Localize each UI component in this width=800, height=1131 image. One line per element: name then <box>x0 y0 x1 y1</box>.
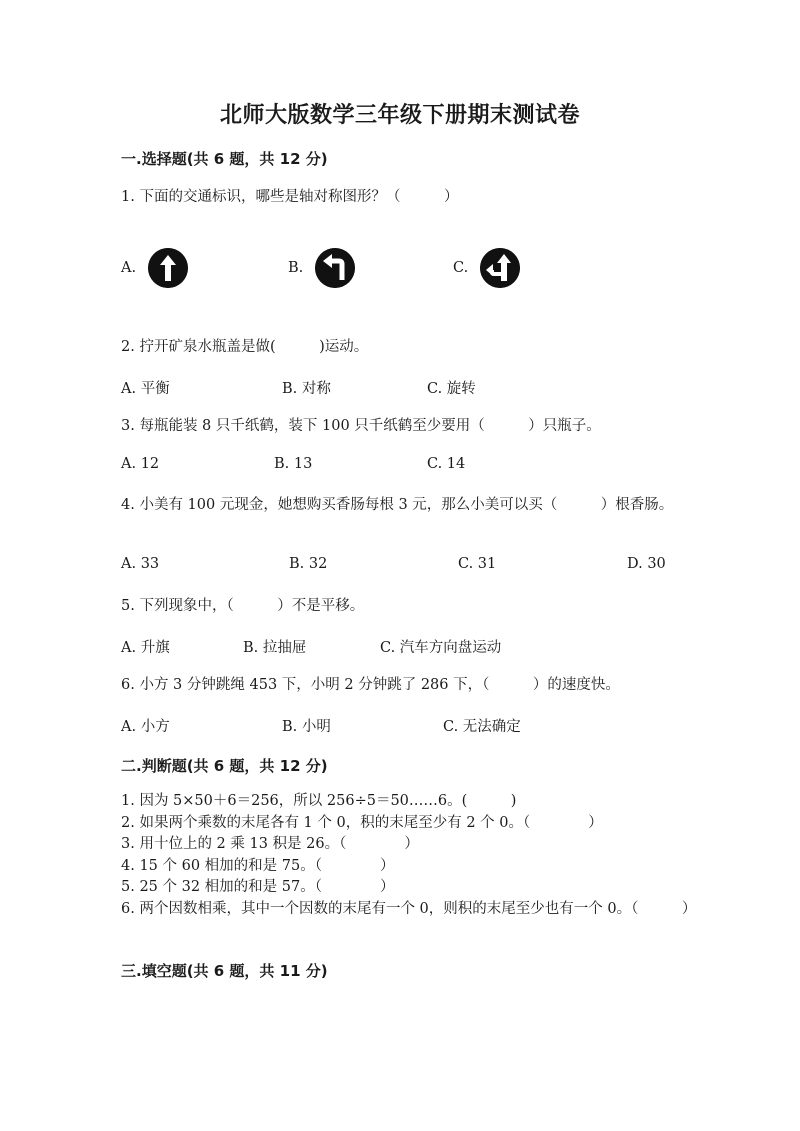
option-6b[interactable]: B. 小明 <box>282 719 331 735</box>
option-3a[interactable]: A. 12 <box>121 456 160 472</box>
option-3c[interactable]: C. 14 <box>427 456 466 472</box>
option-1c[interactable] <box>453 248 520 288</box>
option-label: B. <box>288 260 304 276</box>
option-6a[interactable]: A. 小方 <box>121 719 170 735</box>
page-title: 北师大版数学三年级下册期末测试卷 <box>219 103 580 128</box>
option-3b[interactable]: B. 13 <box>274 456 313 472</box>
question-4: 4. 小美有 100 元现金，她想购买香肠每根 3 元，那么小美可以买（ ）根香肠。 <box>121 497 674 513</box>
option-2c[interactable]: C. 旋转 <box>427 381 476 397</box>
option-2b[interactable]: B. 对称 <box>282 381 331 397</box>
section-heading-judge: 二.判断题(共 6 题，共 12 分) <box>121 757 328 775</box>
option-label: C. <box>453 260 469 276</box>
question-1: 1. 下面的交通标识，哪些是轴对称图形？（ ） <box>121 189 459 205</box>
straight-arrow-sign-icon <box>148 248 188 288</box>
question-2: 2. 拧开矿泉水瓶盖是做( )运动。 <box>121 339 369 355</box>
straight-or-left-sign-icon <box>480 248 520 288</box>
judge-item-5: 5. 25 个 32 相加的和是 57。（ ） <box>121 879 395 895</box>
judge-item-3: 3. 用十位上的 2 乘 13 积是 26。（ ） <box>121 836 419 852</box>
option-label: A. <box>121 260 137 276</box>
judge-item-6: 6. 两个因数相乘，其中一个因数的末尾有一个 0，则积的末尾至少也有一个 0。（ ） <box>121 900 697 917</box>
question-5: 5. 下列现象中，（ ）不是平移。 <box>121 598 365 614</box>
option-4d[interactable]: D. 30 <box>627 556 666 572</box>
judge-item-2: 2. 如果两个乘数的末尾各有 1 个 0，积的末尾至少有 2 个 0。（ ） <box>121 814 603 831</box>
option-4a[interactable]: A. 33 <box>121 556 160 572</box>
judge-list <box>121 791 697 920</box>
judge-item-4: 4. 15 个 60 相加的和是 75。（ ） <box>121 857 395 874</box>
option-5b[interactable]: B. 拉抽屉 <box>243 640 307 656</box>
option-4b[interactable]: B. 32 <box>289 556 328 572</box>
judge-item-1: 1. 因为 5×50＋6＝256，所以 256÷5＝50……6。( ) <box>121 793 517 809</box>
option-4c[interactable]: C. 31 <box>458 556 497 572</box>
question-6: 6. 小方 3 分钟跳绳 453 下，小明 2 分钟跳了 286 下，（ ）的速度快。 <box>121 677 620 693</box>
section-heading-choice: 一.选择题(共 6 题，共 12 分) <box>121 150 328 168</box>
left-turn-sign-icon <box>315 248 355 288</box>
question-3: 3. 每瓶能装 8 只千纸鹤，装下 100 只千纸鹤至少要用（ ）只瓶子。 <box>121 418 601 434</box>
section-heading-fill: 三.填空题(共 6 题，共 11 分) <box>121 962 328 980</box>
option-6c[interactable]: C. 无法确定 <box>443 719 521 735</box>
option-2a[interactable]: A. 平衡 <box>121 381 170 397</box>
option-1b[interactable] <box>288 248 355 288</box>
option-5a[interactable]: A. 升旗 <box>121 640 170 656</box>
option-5c[interactable]: C. 汽车方向盘运动 <box>380 640 502 656</box>
option-1a[interactable] <box>121 248 188 288</box>
